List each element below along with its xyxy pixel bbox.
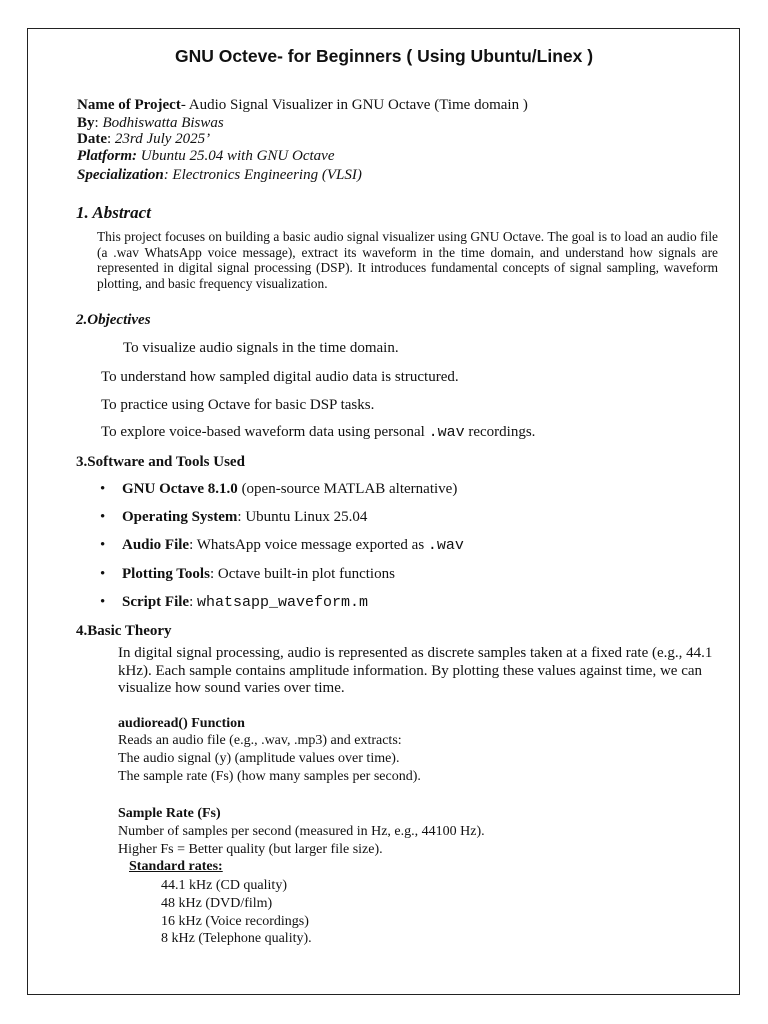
wav-code: .wav — [428, 424, 465, 441]
software-item — [100, 481, 457, 498]
platform-value: Ubuntu 25.04 with GNU Octave — [140, 148, 335, 164]
abstract-paragraph: This project focuses on building a basic audio signal visualizer using GNU Octave. The goal is to load an audio file (a .wav WhatsApp voice message), extract its waveform in the time domain, and understand how signals are represented in digital signal processing (DSP). It introduces fundamental concepts of signal sampling, waveform plotting, and basic frequency visualization. — [97, 229, 718, 291]
project-value: - Audio Signal Visualizer in GNU Octave (Time domain ) — [180, 97, 528, 113]
software-item-text: : — [189, 594, 197, 610]
audioread-line: The audio signal (y) (amplitude values over time). — [118, 751, 400, 766]
objective-item: To practice using Octave for basic DSP tasks. — [101, 397, 375, 413]
bullet-icon: • — [100, 509, 106, 525]
software-item — [100, 537, 464, 554]
bullet-icon: • — [100, 594, 106, 610]
software-item-text: : Ubuntu Linux 25.04 — [237, 509, 368, 525]
standard-rates-heading: Standard rates: — [129, 859, 223, 874]
objective-suffix: recordings. — [464, 424, 536, 440]
software-item-label: Plotting Tools — [122, 566, 210, 582]
sample-rate-line: Higher Fs = Better quality (but larger file size). — [118, 842, 383, 857]
abstract-heading: 1. Abstract — [76, 203, 151, 222]
date-label: Date — [77, 131, 107, 147]
rate-item: 8 kHz (Telephone quality). — [161, 931, 312, 946]
meta-platform — [77, 147, 334, 165]
bullet-icon: • — [100, 537, 106, 553]
audioread-line: The sample rate (Fs) (how many samples per second). — [118, 769, 421, 784]
platform-label: Platform: — [77, 148, 137, 164]
software-heading: 3.Software and Tools Used — [76, 454, 245, 470]
software-item-label: Audio File — [122, 537, 190, 553]
software-item — [100, 566, 395, 583]
software-item — [100, 594, 368, 611]
software-item-label: Operating System — [122, 509, 238, 525]
objective-text: To explore voice-based waveform data using personal — [101, 424, 425, 440]
meta-specialization — [77, 166, 362, 184]
bullet-icon: • — [100, 481, 106, 497]
sample-rate-heading: Sample Rate (Fs) — [118, 806, 221, 821]
objective-item: To understand how sampled digital audio data is structured. — [101, 369, 459, 385]
spec-value: : Electronics Engineering (VLSI) — [163, 167, 362, 183]
meta-by: By: Bodhiswatta Biswas — [77, 115, 224, 131]
software-item-text: : WhatsApp voice message exported as — [189, 537, 428, 553]
theory-paragraph: In digital signal processing, audio is represented as discrete samples taken at a fixed rate (e.g., 44.1 kHz). Each sample contains amplitude information. By plotting these values against time, we can visualize how sound varies over time. — [118, 645, 713, 697]
rate-item: 48 kHz (DVD/film) — [161, 896, 273, 911]
objectives-heading: 2.Objectives — [76, 312, 151, 328]
software-item-label: GNU Octave 8.1.0 — [122, 481, 238, 497]
software-item-text: : Octave built-in plot functions — [209, 566, 395, 582]
software-item-code: .wav — [427, 537, 464, 554]
meta-date: Date: 23rd July 2025’ — [77, 131, 211, 147]
objective-item — [101, 424, 535, 441]
software-item-text: (open-source MATLAB alternative) — [237, 481, 458, 497]
objective-item: To visualize audio signals in the time domain. — [123, 340, 399, 356]
date-value: 23rd July 2025’ — [114, 131, 211, 147]
document-title: GNU Octeve- for Beginners ( Using Ubuntu/Linex ) — [174, 46, 594, 66]
audioread-line: Reads an audio file (e.g., .wav, .mp3) and extracts: — [118, 733, 402, 748]
meta-project — [77, 96, 528, 114]
theory-heading: 4.Basic Theory — [76, 623, 172, 639]
by-label: By — [77, 115, 95, 131]
software-item — [100, 509, 367, 526]
software-item-label: Script File — [122, 594, 190, 610]
bullet-icon: • — [100, 566, 106, 582]
sample-rate-line: Number of samples per second (measured in Hz, e.g., 44100 Hz). — [118, 824, 485, 839]
rate-item: 16 kHz (Voice recordings) — [161, 914, 309, 929]
project-label: Name of Project — [77, 97, 181, 113]
spec-label: Specialization — [77, 167, 164, 183]
software-item-code: whatsapp_waveform.m — [197, 594, 369, 611]
rate-item: 44.1 kHz (CD quality) — [161, 878, 287, 893]
audioread-heading: audioread() Function — [118, 716, 245, 731]
by-value: Bodhiswatta Biswas — [102, 115, 224, 131]
